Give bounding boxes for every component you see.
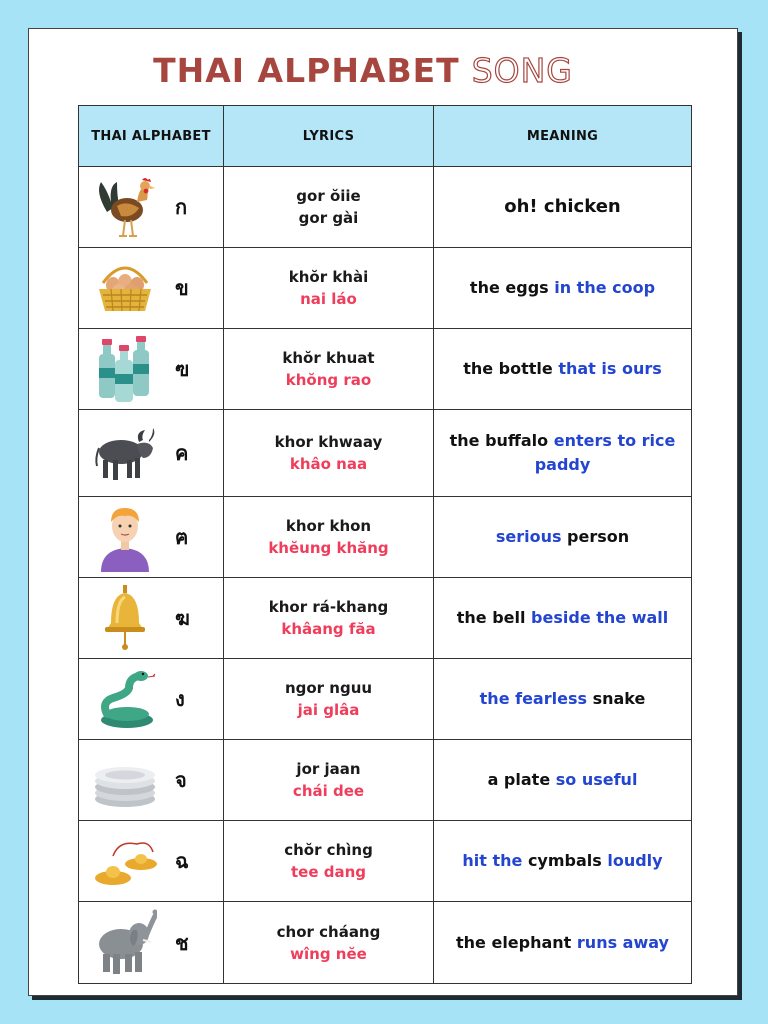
lyrics-cell <box>224 659 434 740</box>
alphabet-cell <box>79 248 224 329</box>
lyric-line-2: nai láo <box>300 290 357 308</box>
meaning-segment: the bottle <box>463 359 559 378</box>
meaning-segment: the eggs <box>469 278 555 297</box>
meaning-text <box>434 195 691 219</box>
header-alphabet: THAI ALPHABET <box>79 106 224 167</box>
lyrics-cell <box>224 578 434 659</box>
meaning-segment: serious <box>495 527 562 546</box>
thai-letter: ค <box>175 441 189 465</box>
meaning-cell <box>434 740 692 821</box>
meaning-segment: that is ours <box>558 359 662 378</box>
meaning-cell <box>434 497 692 578</box>
table-row <box>79 821 692 902</box>
lyric-line-1: khŏr khuat <box>282 349 375 367</box>
table-row <box>79 902 692 984</box>
egg-basket-icon <box>93 253 157 323</box>
alphabet-cell <box>79 410 224 497</box>
thai-letter: ฅ <box>175 525 189 549</box>
lyric-line-1: khor rá-khang <box>268 598 389 616</box>
lyric-line-1: gor ŏiie <box>296 187 361 205</box>
meaning-segment: the fearless <box>479 689 587 708</box>
meaning-cell <box>434 248 692 329</box>
header-lyrics: LYRICS <box>224 106 434 167</box>
table-row <box>79 167 692 248</box>
plates-icon <box>93 745 157 815</box>
meaning-cell <box>434 167 692 248</box>
lyric-line-2: khĕung khăng <box>268 539 389 557</box>
lyric-line-2: gor gài <box>298 209 359 227</box>
title-accent: SONG <box>471 51 573 90</box>
meaning-segment: runs away <box>576 932 669 952</box>
meaning-cell <box>434 902 692 984</box>
meaning-segment: the buffalo <box>449 431 554 450</box>
meaning-cell <box>434 578 692 659</box>
meaning-segment: the elephant <box>456 932 577 952</box>
meaning-segment: cymbals <box>522 851 608 870</box>
thai-letter: ง <box>175 687 185 711</box>
meaning-segment: the bell <box>456 608 532 627</box>
alphabet-cell <box>79 740 224 821</box>
lyric-line-1: chor cháang <box>276 922 381 941</box>
meaning-segment: beside the wall <box>531 608 669 627</box>
meaning-cell <box>434 821 692 902</box>
alphabet-cell <box>79 167 224 248</box>
lyric-line-1: ngor nguu <box>284 679 373 697</box>
thai-letter: จ <box>175 768 187 792</box>
table-row <box>79 497 692 578</box>
meaning-segment: snake <box>587 689 646 708</box>
lyrics-cell <box>224 329 434 410</box>
table-row <box>79 659 692 740</box>
lyrics-cell <box>224 740 434 821</box>
lyrics-cell <box>224 410 434 497</box>
thai-letter: ฉ <box>175 849 189 873</box>
lyric-line-1: jor jaan <box>296 760 361 778</box>
page-title <box>9 51 717 90</box>
thai-letter: ฃ <box>175 357 190 381</box>
bell-icon <box>93 583 157 653</box>
song-sheet <box>28 28 738 996</box>
lyrics-cell <box>224 167 434 248</box>
alphabet-cell <box>79 497 224 578</box>
meaning-segment: hit the <box>462 851 523 870</box>
meaning-segment: enters to rice paddy <box>534 431 676 474</box>
lyric-line-2: chái dee <box>292 782 365 800</box>
thai-letter: ฆ <box>175 606 190 630</box>
snake-icon <box>93 664 157 734</box>
lyric-line-2: khŏng rao <box>285 371 372 389</box>
cymbals-icon <box>93 826 157 896</box>
lyric-line-2: khâo naa <box>289 455 368 473</box>
alphabet-table <box>78 105 692 984</box>
lyric-line-2: tee dang <box>290 863 366 881</box>
bottles-icon <box>93 334 157 404</box>
lyric-line-1: khor khon <box>285 517 372 535</box>
title-main: THAI ALPHABET <box>153 51 460 90</box>
meaning-segment: person <box>561 527 630 546</box>
alphabet-cell <box>79 329 224 410</box>
lyrics-cell <box>224 497 434 578</box>
meaning-segment: so useful <box>555 770 638 789</box>
meaning-cell <box>434 659 692 740</box>
buffalo-icon <box>93 418 157 488</box>
meaning-segment: loudly <box>607 851 663 870</box>
meaning-segment: oh! chicken <box>504 196 621 217</box>
lyric-line-1: khŏr khài <box>288 268 369 286</box>
person-icon <box>93 502 157 572</box>
lyric-line-1: khor khwaay <box>274 433 383 451</box>
meaning-text <box>434 849 691 873</box>
table-row <box>79 740 692 821</box>
lyric-line-2: jai glâa <box>297 701 360 719</box>
lyric-line-2: khâang făa <box>281 620 376 638</box>
table-row <box>79 329 692 410</box>
thai-letter: ข <box>175 276 189 300</box>
table-header-row <box>79 106 692 167</box>
meaning-cell <box>434 410 692 497</box>
meaning-text <box>434 931 691 955</box>
alphabet-cell <box>79 821 224 902</box>
table-row <box>79 248 692 329</box>
header-meaning: MEANING <box>434 106 692 167</box>
meaning-segment: a plate <box>487 770 556 789</box>
meaning-cell <box>434 329 692 410</box>
meaning-text <box>434 525 691 549</box>
lyric-line-1: chŏr chìng <box>284 841 373 859</box>
elephant-icon <box>93 908 157 978</box>
meaning-text <box>434 768 691 792</box>
lyrics-cell <box>224 248 434 329</box>
meaning-text <box>434 429 691 477</box>
alphabet-cell <box>79 902 224 984</box>
meaning-text <box>434 357 691 381</box>
meaning-segment: in the coop <box>554 278 656 297</box>
meaning-text <box>434 606 691 630</box>
alphabet-cell <box>79 659 224 740</box>
lyrics-cell <box>224 902 434 984</box>
meaning-text <box>434 687 691 711</box>
table-row <box>79 578 692 659</box>
thai-letter: ก <box>175 195 188 219</box>
table-row <box>79 410 692 497</box>
rooster-icon <box>93 172 157 242</box>
alphabet-cell <box>79 578 224 659</box>
meaning-text <box>434 276 691 300</box>
lyric-line-2: wîng nĕe <box>290 944 367 963</box>
lyrics-cell <box>224 821 434 902</box>
thai-letter: ช <box>175 930 189 955</box>
